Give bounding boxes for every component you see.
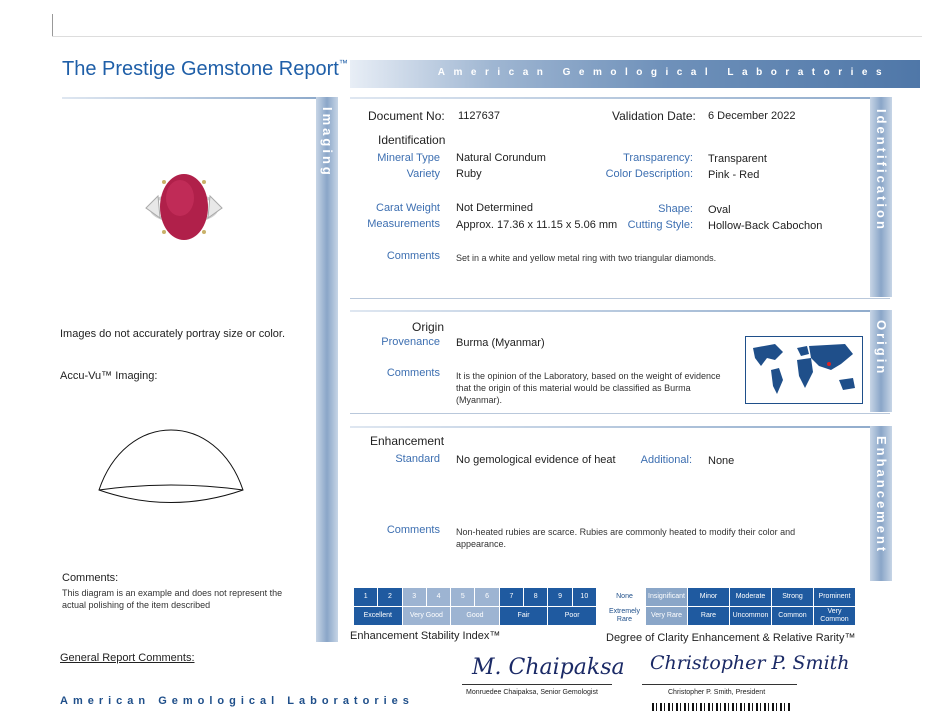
additional-value: None: [708, 455, 735, 467]
lab-banner: American Gemological Laboratories: [350, 60, 920, 88]
stability-number: 6: [475, 588, 498, 606]
date-label: Validation Date:: [612, 109, 696, 123]
rarity-scale: [604, 588, 856, 625]
measurements-value: Approx. 17.36 x 11.15 x 5.06 mm: [456, 219, 618, 231]
cutting-label: Cutting Style:: [627, 219, 693, 231]
stability-grade: Poor: [548, 607, 596, 625]
stability-number: 3: [403, 588, 426, 606]
profile-diagram: [96, 420, 246, 510]
origin-rule: [350, 310, 890, 312]
stability-number: 5: [451, 588, 474, 606]
image-disclaimer: Images do not accurately portray size or color.: [60, 328, 285, 340]
variety-value: Ruby: [456, 168, 482, 180]
general-comments-label: General Report Comments:: [60, 652, 195, 664]
left-rule: [62, 97, 317, 99]
stability-grade: Fair: [500, 607, 548, 625]
stability-number: 4: [427, 588, 450, 606]
rarity-degree: Minor: [688, 588, 729, 606]
stability-number: 1: [354, 588, 377, 606]
signature-2: Christopher P. Smith: [650, 652, 850, 674]
ident-comments-value: Set in a white and yellow metal ring with two triangular diamonds.: [456, 253, 717, 263]
signer-1: Monruedee Chaipaksa, Senior Gemologist: [466, 689, 598, 696]
origin-band: Origin: [870, 310, 892, 412]
ring-image: [138, 168, 230, 246]
world-map: [745, 336, 863, 404]
stability-scale: [354, 588, 597, 625]
ident-rule: [350, 97, 890, 99]
report-title: The Prestige Gemstone Report™: [62, 58, 348, 80]
rarity-degree: None: [604, 588, 645, 606]
diagram-comments-text: This diagram is an example and does not represent the actual polishing of the item described: [62, 588, 283, 610]
sig-line-1: [462, 684, 612, 685]
rarity-level: Rare: [688, 607, 729, 625]
barcode: [652, 703, 792, 711]
ident-band: Identification: [870, 97, 892, 297]
ident-head: Identification: [378, 133, 446, 147]
origin-head: Origin: [412, 320, 445, 334]
additional-label: Additional:: [640, 454, 692, 466]
shape-label: Shape:: [658, 203, 693, 215]
standard-value: No gemological evidence of heat: [456, 454, 616, 466]
mineral-label: Mineral Type: [377, 152, 440, 164]
carat-label: Carat Weight: [376, 202, 440, 214]
enh-rule: [350, 426, 890, 428]
stability-number: 9: [548, 588, 571, 606]
edge-mark: [52, 14, 53, 36]
measurements-label: Measurements: [367, 218, 440, 230]
mineral-value: Natural Corundum: [456, 152, 546, 164]
accu-vu-label: Accu-Vu™ Imaging:: [60, 370, 158, 382]
imaging-band: Imaging: [316, 97, 338, 642]
rarity-level: Common: [772, 607, 813, 625]
rarity-degree: Prominent: [814, 588, 855, 606]
sig-line-2: [642, 684, 797, 685]
rarity-level: Uncommon: [730, 607, 771, 625]
rarity-degree: Insignificant: [646, 588, 687, 606]
stability-grade: Good: [451, 607, 499, 625]
stability-number: 2: [378, 588, 401, 606]
ident-comments-label: Comments: [386, 250, 440, 262]
date-value: 6 December 2022: [708, 110, 796, 122]
doc-no-value: 1127637: [458, 110, 501, 122]
origin-bottom: [350, 413, 890, 414]
origin-comments-value: It is the opinion of the Laboratory, based on the weight of evidence that the origin of this material would be classified as Burma (Myanmar).: [456, 371, 721, 405]
shape-value: Oval: [708, 204, 731, 216]
cutting-value: Hollow-Back Cabochon: [708, 220, 823, 232]
provenance-value: Burma (Myanmar): [456, 337, 545, 349]
origin-comments-label: Comments: [386, 367, 440, 379]
ident-bottom: [350, 298, 890, 299]
transparency-value: Transparent: [708, 153, 767, 165]
standard-label: Standard: [395, 453, 440, 465]
carat-value: Not Determined: [456, 202, 534, 214]
rarity-degree: Strong: [772, 588, 813, 606]
transparency-label: Transparency:: [623, 152, 693, 164]
stability-number: 7: [500, 588, 523, 606]
stability-number: 8: [524, 588, 547, 606]
stability-number: 10: [573, 588, 596, 606]
color-label: Color Description:: [605, 168, 693, 180]
footer-lab-name: American Gemological Laboratories: [60, 695, 414, 707]
rarity-level: Very Common: [814, 607, 855, 625]
variety-label: Variety: [406, 168, 440, 180]
stability-grade: Very Good: [403, 607, 451, 625]
signer-2: Christopher P. Smith, President: [668, 689, 766, 696]
stability-caption: Enhancement Stability Index™: [350, 630, 501, 642]
enh-comments-label: Comments: [386, 524, 440, 536]
rarity-level: Extremely Rare: [604, 607, 645, 625]
doc-no-label: Document No:: [368, 109, 445, 123]
enh-band: Enhancement: [870, 426, 892, 581]
rarity-degree: Moderate: [730, 588, 771, 606]
provenance-label: Provenance: [381, 336, 440, 348]
stability-grade: Excellent: [354, 607, 402, 625]
rarity-level: Very Rare: [646, 607, 687, 625]
diagram-comments-head: Comments:: [62, 572, 119, 584]
signature-1: M. Chaipaksa: [472, 655, 625, 680]
rarity-caption: Degree of Clarity Enhancement & Relative Rarity™: [606, 632, 856, 644]
top-edge: [52, 36, 922, 37]
enh-comments-value: Non-heated rubies are scarce. Rubies are commonly heated to modify their color and appearance.: [456, 527, 796, 549]
color-value: Pink - Red: [708, 169, 760, 181]
enh-head: Enhancement: [370, 434, 445, 448]
